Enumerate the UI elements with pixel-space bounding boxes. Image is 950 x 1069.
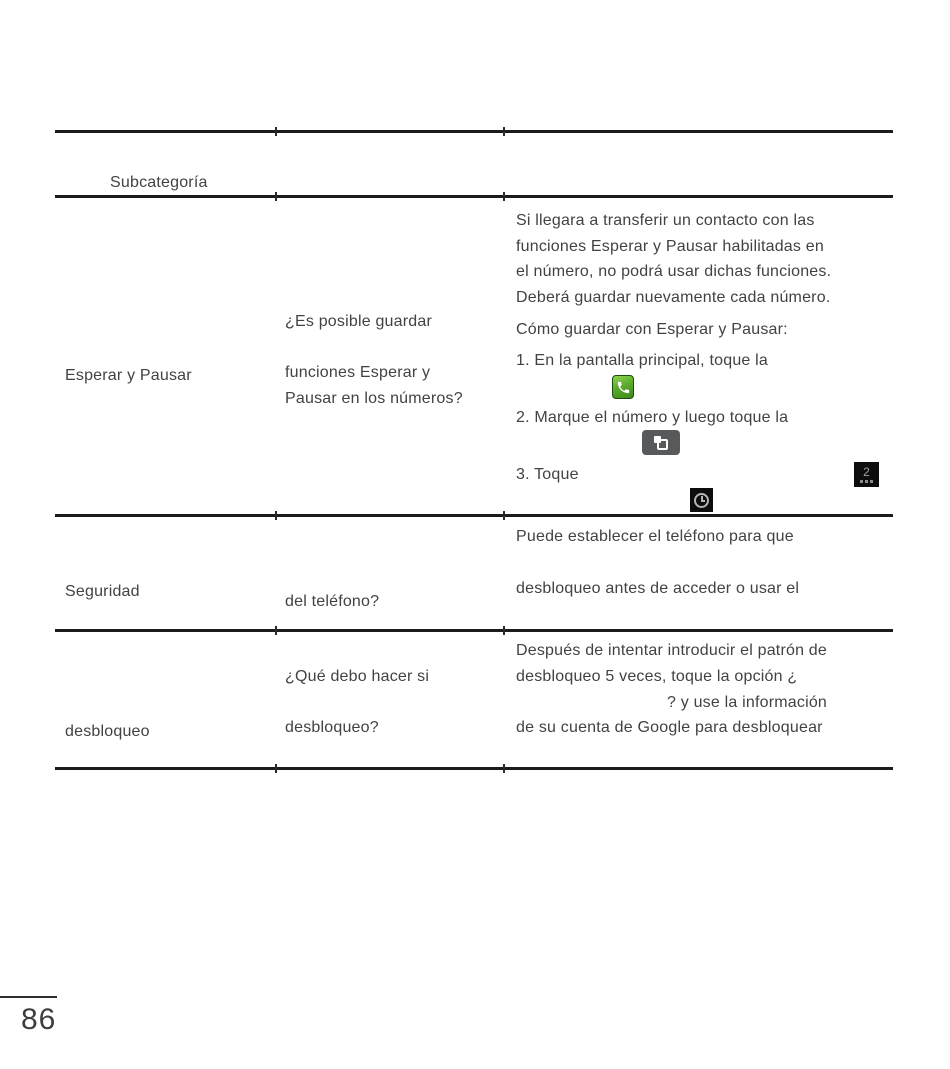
row3-answer-line: ? y use la información <box>667 694 828 711</box>
table-bottom-border <box>55 767 893 770</box>
row3-question-line: ¿Qué debo hacer si <box>285 668 430 685</box>
row1-answer-line: Si llegara a transferir un contacto con las <box>516 212 815 229</box>
column-tick <box>503 192 505 201</box>
row1-category: Esperar y Pausar <box>65 367 192 384</box>
table-header-subcategory: Subcategoría <box>110 174 208 191</box>
column-tick <box>275 192 277 201</box>
row1-question-line: Pausar en los números? <box>285 390 463 407</box>
row2-answer-line: Puede establecer el teléfono para que <box>516 528 794 545</box>
dialpad-key-label: 2 <box>863 465 870 479</box>
column-tick <box>275 764 277 773</box>
table-top-border <box>55 130 893 133</box>
row1-answer-step3: 3. Toque <box>516 466 579 483</box>
phone-handset-glyph <box>616 380 631 395</box>
column-tick <box>503 127 505 136</box>
row2-answer-line: desbloqueo antes de acceder o usar el <box>516 580 800 597</box>
table-row2-border <box>55 629 893 632</box>
row1-question-line: funciones Esperar y <box>285 364 431 381</box>
column-tick <box>275 127 277 136</box>
row3-answer-line: desbloqueo 5 veces, toque la opción ¿ <box>516 668 798 685</box>
row1-answer-step1: 1. En la pantalla principal, toque la <box>516 352 769 369</box>
row3-question-line: desbloqueo? <box>285 719 379 736</box>
row2-question-line: del teléfono? <box>285 593 380 610</box>
table-header-border <box>55 195 893 198</box>
row1-answer-line: el número, no podrá usar dichas funciones. <box>516 263 832 280</box>
row1-answer-step2: 2. Marque el número y luego toque la <box>516 409 789 426</box>
row3-answer-line: Después de intentar introducir el patrón de <box>516 642 828 659</box>
row3-answer-line: de su cuenta de Google para desbloquear <box>516 719 823 736</box>
clock-face-glyph <box>694 493 709 508</box>
column-tick <box>503 764 505 773</box>
row1-answer-line: funciones Esperar y Pausar habilitadas en <box>516 238 824 255</box>
dialpad-2-icon <box>854 462 879 487</box>
footer-divider <box>0 996 57 998</box>
row3-category: desbloqueo <box>65 723 150 740</box>
column-tick <box>275 511 277 520</box>
column-tick <box>275 626 277 635</box>
dialpad-key-dots <box>860 480 873 483</box>
menu-key-icon <box>642 430 680 455</box>
phone-icon <box>612 375 634 399</box>
column-tick <box>503 626 505 635</box>
column-tick <box>503 511 505 520</box>
clock-icon <box>690 488 713 512</box>
row1-question-line: ¿Es posible guardar <box>285 313 432 330</box>
table-row1-border <box>55 514 893 517</box>
row1-answer-line: Deberá guardar nuevamente cada número. <box>516 289 831 306</box>
row2-category: Seguridad <box>65 583 140 600</box>
page-number: 86 <box>21 1003 57 1036</box>
menu-key-glyph <box>654 436 668 450</box>
row1-answer-howto-title: Cómo guardar con Esperar y Pausar: <box>516 321 788 338</box>
